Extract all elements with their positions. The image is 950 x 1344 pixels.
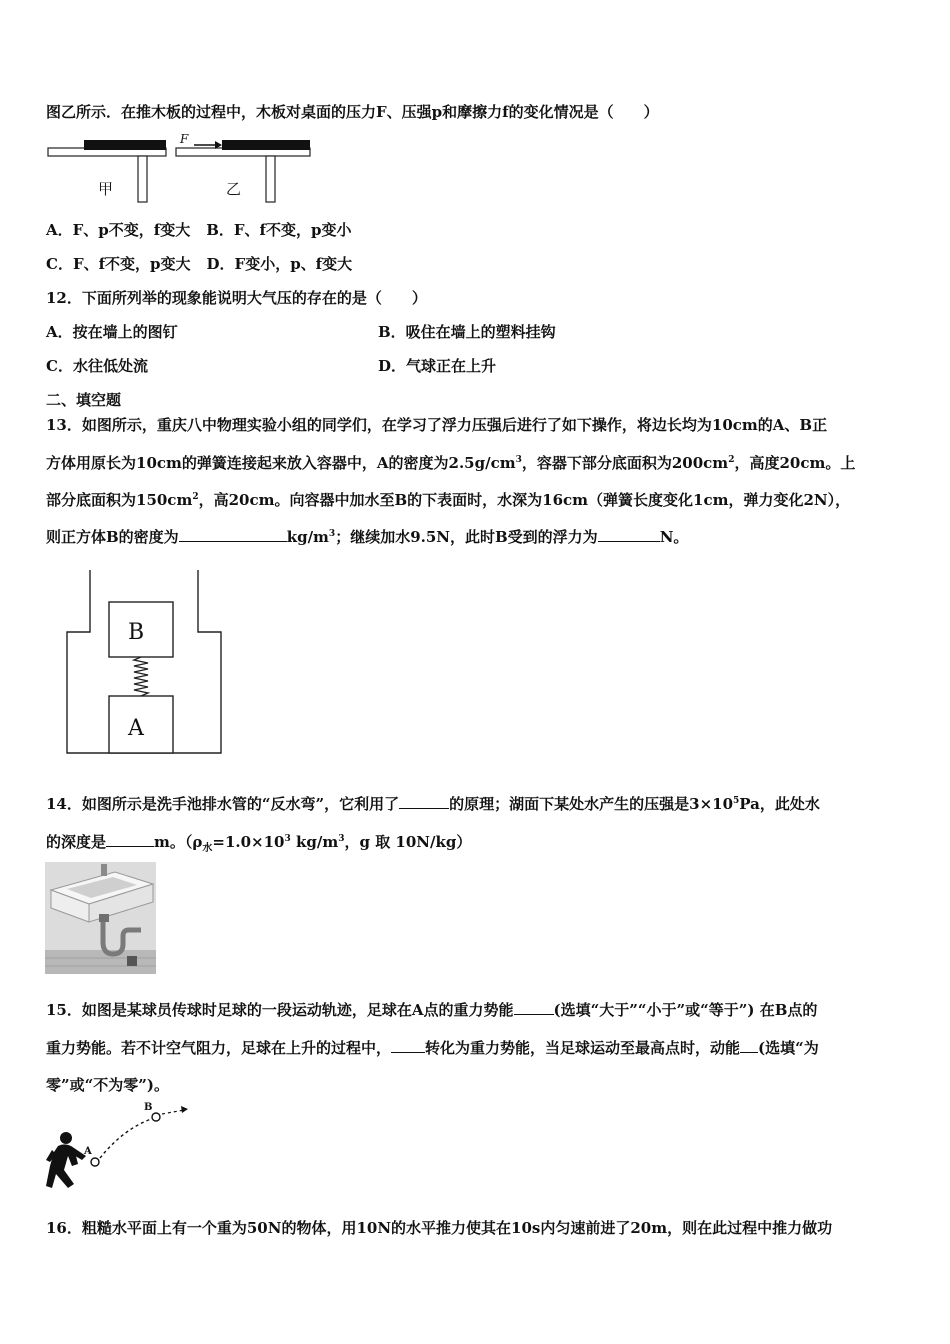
q15-line2c: (选填“为 [758, 1039, 819, 1057]
q14-line2c: =1.0×10 [212, 833, 285, 851]
q12-option-a[interactable]: A．按在墙上的图钉 [46, 323, 178, 341]
q13-sup: 3 [328, 529, 336, 539]
point-b-label: B [144, 1102, 153, 1113]
soccer-trajectory-figure [44, 1100, 194, 1200]
block-a-label: A [128, 716, 144, 741]
answer-blank[interactable] [179, 527, 287, 542]
q13-line4b: kg/m [286, 528, 329, 546]
answer-blank[interactable] [598, 527, 660, 542]
q14-line2e: ，g 取 10N/kg） [344, 833, 472, 851]
label-jia: 甲 [98, 180, 114, 198]
q12-stem: 12．下面所列举的现象能说明大气压的存在的是（ ） [46, 289, 427, 307]
q15-line1b: (选填“大于”“小于”或“等于”) 在B点的 [553, 1001, 818, 1019]
q14-line2d: kg/m [290, 833, 339, 851]
q11-option-a[interactable]: A．F、p不变，f变大 [46, 221, 191, 239]
q12-option-b[interactable]: B．吸住在墙上的塑料挂钩 [378, 323, 556, 341]
q15-line1a: 15．如图是某球员传球时足球的一段运动轨迹，足球在A点的重力势能 [46, 1001, 514, 1019]
section-title: 二、填空题 [46, 391, 122, 409]
q13-sup: 3 [515, 455, 522, 465]
q14-sup: 3 [338, 834, 345, 844]
q13-line1: 13．如图所示，重庆八中物理实验小组的同学们，在学习了浮力压强后进行了如下操作，将边长均为10cm的A、B正 [46, 416, 828, 434]
q11-stem: 图乙所示．在推木板的过程中，木板对桌面的压力F、压强p和摩擦力f的变化情况是（ ） [46, 103, 659, 121]
q13-sup: 2 [728, 455, 735, 465]
q13-container-figure [64, 568, 226, 756]
q13-line4d: N。 [659, 528, 689, 546]
q13-line4c: ；继续加水9.5N，此时B受到的浮力为 [335, 528, 598, 546]
label-yi: 乙 [226, 180, 242, 198]
q15-line2a: 重力势能。若不计空气阻力，足球在上升的过程中， [46, 1039, 392, 1057]
q15-line3: 零”或“不为零”)。 [46, 1076, 169, 1094]
q13-line2c: ，高度20cm。上 [734, 454, 856, 472]
q13-line2b: ，容器下部分底面积为200cm [521, 454, 729, 472]
point-a-label: A [84, 1146, 92, 1157]
q13-line3a: 部分底面积为150cm [46, 491, 193, 509]
answer-blank[interactable] [740, 1038, 758, 1053]
q14-sub: 水 [202, 843, 213, 854]
q14-line2a: 的深度是 [46, 833, 107, 851]
q12-option-d[interactable]: D．气球正在上升 [378, 357, 497, 375]
q12-option-c[interactable]: C．水往低处流 [46, 357, 148, 375]
q14-line1c: Pa，此处水 [739, 795, 820, 813]
answer-blank[interactable] [514, 1000, 554, 1015]
q13-line4a: 则正方体B的密度为 [46, 528, 179, 546]
answer-blank[interactable] [106, 832, 154, 847]
answer-blank[interactable] [399, 794, 449, 809]
q13-sup: 2 [192, 492, 199, 502]
q15-line2b: 转化为重力势能，当足球运动至最高点时，动能 [425, 1039, 741, 1057]
q16-line1: 16．粗糙水平面上有一个重为50N的物体，用10N的水平推力使其在10s内匀速前进了20m，则在此过程中推力做功 [46, 1219, 833, 1237]
block-b-label: B [128, 620, 145, 645]
q14-line1b: 的原理；湖面下某处水产生的压强是3×10 [449, 795, 734, 813]
q11-figure [46, 134, 316, 204]
q13-line2a: 方体用原长为10cm的弹簧连接起来放入容器中，A的密度为2.5g/cm [46, 454, 516, 472]
q11-option-b[interactable]: B．F、f不变，p变小 [206, 221, 352, 239]
q11-option-d[interactable]: D．F变小，p、f变大 [206, 255, 353, 273]
q14-sup: 5 [733, 796, 740, 806]
answer-blank[interactable] [391, 1038, 425, 1053]
q14-line2b: m。（ρ [154, 833, 203, 851]
force-label: F [180, 132, 189, 146]
q14-sup: 3 [284, 834, 291, 844]
q14-line1a: 14．如图所示是洗手池排水管的“反水弯”，它利用了 [46, 795, 400, 813]
q13-line3b: ，高20cm。向容器中加水至B的下表面时，水深为16cm（弹簧长度变化1cm，弹力变化2N）， [198, 491, 851, 509]
q11-option-c[interactable]: C．F、f不变，p变大 [46, 255, 191, 273]
sink-drain-photo [45, 862, 156, 974]
